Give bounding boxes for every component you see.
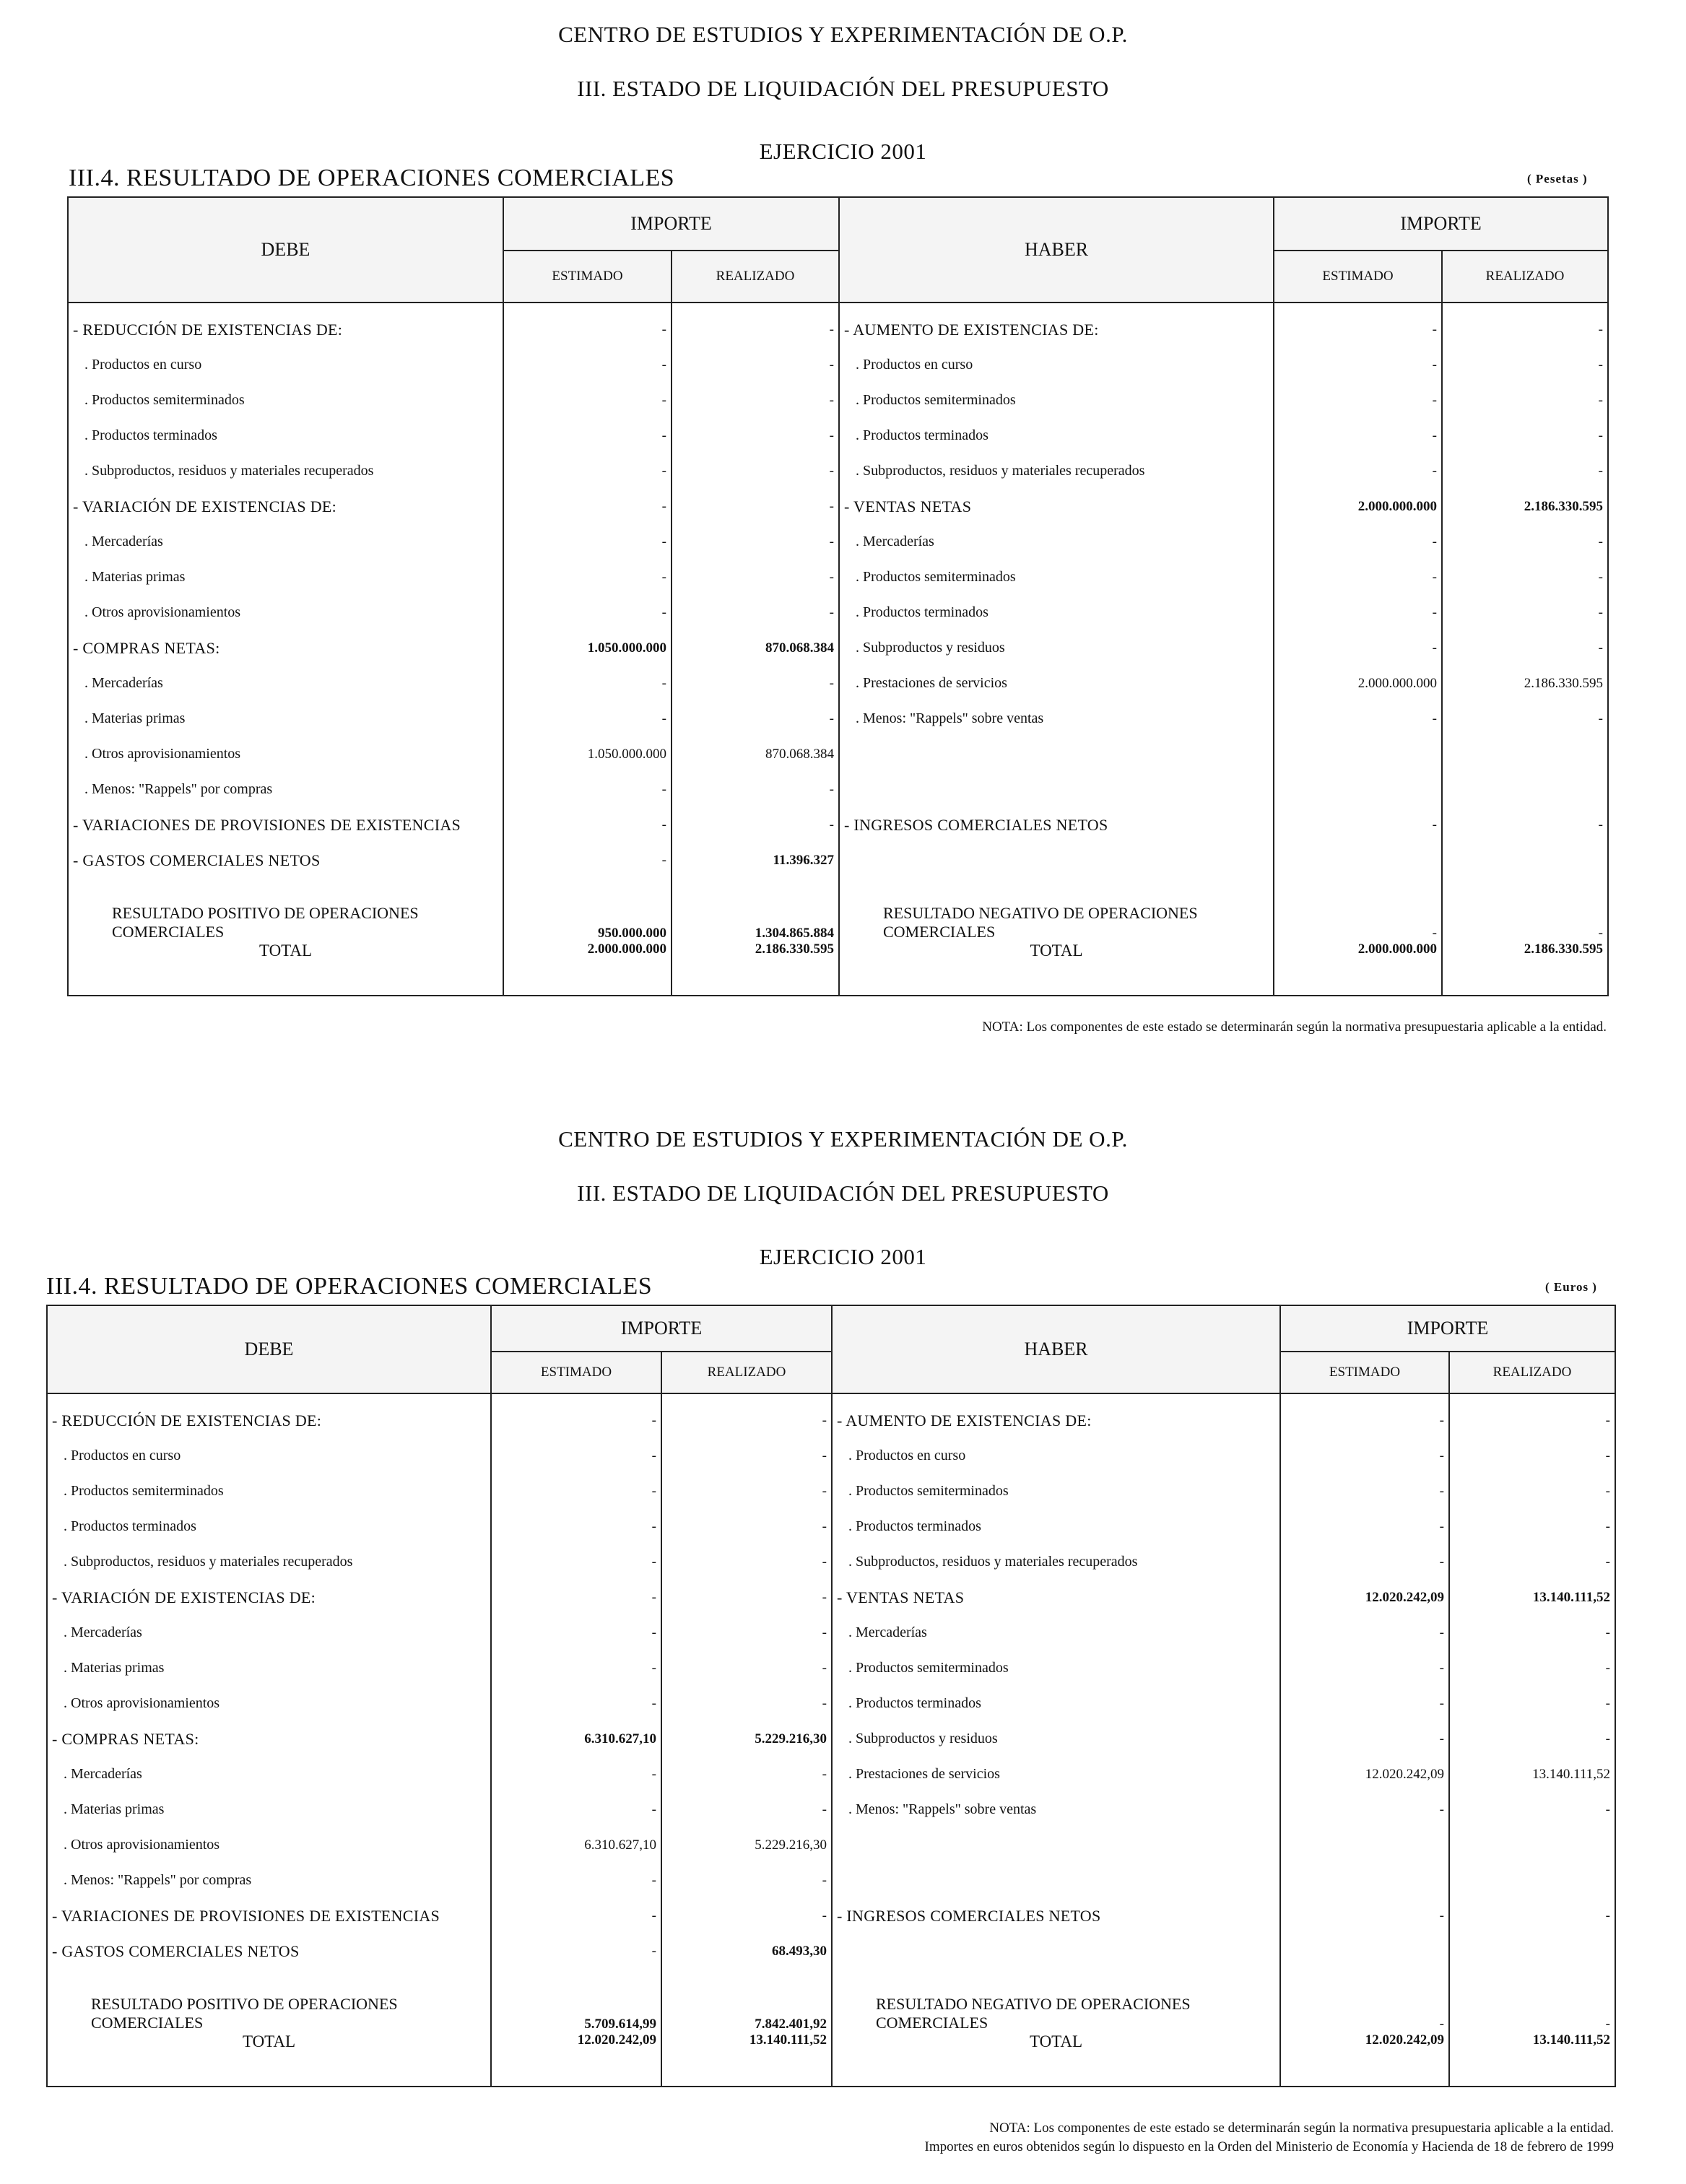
currency-unit: ( Pesetas ) xyxy=(1527,172,1588,186)
table-row: . Mercaderías - - . Mercaderías - - xyxy=(68,524,1608,560)
table-row: . Productos terminados - - . Productos terminados - - xyxy=(47,1509,1615,1544)
footnote-line: NOTA: Los componentes de este estado se determinarán según la normativa presupuestaria aplicable a la entidad. xyxy=(989,2120,1614,2136)
footnote xyxy=(982,1018,1607,1037)
results-table xyxy=(67,196,1609,996)
table-row: - REDUCCIÓN DE EXISTENCIAS DE: - - - AUMENTO DE EXISTENCIAS DE: - - xyxy=(47,1393,1615,1438)
total-row: TOTAL 12.020.242,09 13.140.111,52 TOTAL 12.020.242,09 13.140.111,52 xyxy=(47,2032,1615,2061)
table-row: . Mercaderías - - . Prestaciones de servicios 2.000.000.000 2.186.330.595 xyxy=(68,666,1608,701)
table-row: . Materias primas - - . Menos: "Rappels" sobre ventas - - xyxy=(47,1792,1615,1827)
table-row: . Productos en curso - - . Productos en curso - - xyxy=(47,1438,1615,1474)
importe-header: IMPORTE xyxy=(503,197,839,251)
table-row: - VARIACIÓN DE EXISTENCIAS DE: - - - VENTAS NETAS 2.000.000.000 2.186.330.595 xyxy=(68,489,1608,524)
realizado-header: REALIZADO xyxy=(672,251,839,303)
result-row: RESULTADO POSITIVO DE OPERACIONES COMERCIALES 950.000.000 1.304.865.884 RESULTADO NEGATIVO DE OPERACIONES COMERCIALES - - xyxy=(68,904,1608,941)
table-row: . Materias primas - - . Menos: "Rappels" sobre ventas - - xyxy=(68,701,1608,736)
table-row: . Menos: "Rappels" por compras - - xyxy=(68,772,1608,807)
realizado-header: REALIZADO xyxy=(1449,1352,1615,1393)
table-row: . Mercaderías - - . Mercaderías - - xyxy=(47,1615,1615,1650)
state-title: III. ESTADO DE LIQUIDACIÓN DEL PRESUPUESTO xyxy=(577,76,1109,101)
table-row: . Mercaderías - - . Prestaciones de servicios 12.020.242,09 13.140.111,52 xyxy=(47,1757,1615,1792)
importe-header: IMPORTE xyxy=(1280,1305,1615,1352)
section-title: III.4. RESULTADO DE OPERACIONES COMERCIALES xyxy=(69,165,675,191)
table-row: - VARIACIONES DE PROVISIONES DE EXISTENCIAS - - - INGRESOS COMERCIALES NETOS - - xyxy=(68,807,1608,843)
table-row: . Otros aprovisionamientos 6.310.627,10 5.229.216,30 xyxy=(47,1827,1615,1863)
currency-unit: ( Euros ) xyxy=(1545,1280,1597,1294)
haber-header: HABER xyxy=(832,1305,1280,1393)
footnote-line: Importes en euros obtenidos según lo dispuesto en la Orden del Ministerio de Economía y Hacienda de 18 de febrero de 1999 xyxy=(924,2139,1614,2154)
total-row: TOTAL 2.000.000.000 2.186.330.595 TOTAL 2.000.000.000 2.186.330.595 xyxy=(68,941,1608,970)
table-row: . Productos terminados - - . Productos terminados - - xyxy=(68,418,1608,453)
table-row: . Otros aprovisionamientos - - . Productos terminados - - xyxy=(68,595,1608,630)
estimado-header: ESTIMADO xyxy=(1274,251,1442,303)
org-title: CENTRO DE ESTUDIOS Y EXPERIMENTACIÓN DE O.P. xyxy=(558,1126,1128,1152)
table-row: - VARIACIÓN DE EXISTENCIAS DE: - - - VENTAS NETAS 12.020.242,09 13.140.111,52 xyxy=(47,1580,1615,1615)
table-row: . Materias primas - - . Productos semiterminados - - xyxy=(68,560,1608,595)
importe-header: IMPORTE xyxy=(1274,197,1608,251)
table-row: - VARIACIONES DE PROVISIONES DE EXISTENCIAS - - - INGRESOS COMERCIALES NETOS - - xyxy=(47,1898,1615,1933)
debe-header: DEBE xyxy=(68,197,503,303)
table-row: . Menos: "Rappels" por compras - - xyxy=(47,1863,1615,1898)
state-title: III. ESTADO DE LIQUIDACIÓN DEL PRESUPUESTO xyxy=(577,1180,1109,1206)
debe-header: DEBE xyxy=(47,1305,491,1393)
table-row: . Materias primas - - . Productos semiterminados - - xyxy=(47,1650,1615,1686)
table-row: . Productos en curso - - . Productos en curso - - xyxy=(68,347,1608,383)
org-title: CENTRO DE ESTUDIOS Y EXPERIMENTACIÓN DE O.P. xyxy=(558,22,1128,47)
table-row: - COMPRAS NETAS: 6.310.627,10 5.229.216,30 . Subproductos y residuos - - xyxy=(47,1721,1615,1757)
year-title: EJERCICIO 2001 xyxy=(759,1244,927,1269)
footnote xyxy=(925,2119,1615,2157)
estimado-header: ESTIMADO xyxy=(1280,1352,1449,1393)
table-row: - REDUCCIÓN DE EXISTENCIAS DE: - - - AUMENTO DE EXISTENCIAS DE: - - xyxy=(68,303,1608,347)
year-title: EJERCICIO 2001 xyxy=(759,139,927,164)
estimado-header: ESTIMADO xyxy=(491,1352,661,1393)
table-row: - GASTOS COMERCIALES NETOS - 68.493,30 xyxy=(47,1933,1615,1969)
estimado-header: ESTIMADO xyxy=(503,251,672,303)
result-row: RESULTADO POSITIVO DE OPERACIONES COMERCIALES 5.709.614,99 7.842.401,92 RESULTADO NEGATIVO DE OPERACIONES COMERCIALES - - xyxy=(47,1995,1615,2032)
realizado-header: REALIZADO xyxy=(661,1352,832,1393)
results-table xyxy=(46,1305,1616,2087)
table-row: . Otros aprovisionamientos 1.050.000.000 870.068.384 xyxy=(68,736,1608,772)
haber-header: HABER xyxy=(839,197,1274,303)
realizado-header: REALIZADO xyxy=(1442,251,1608,303)
importe-header: IMPORTE xyxy=(491,1305,832,1352)
table-row: . Productos semiterminados - - . Productos semiterminados - - xyxy=(47,1474,1615,1509)
section-title: III.4. RESULTADO DE OPERACIONES COMERCIALES xyxy=(46,1273,653,1300)
table-row: . Subproductos, residuos y materiales recuperados - - . Subproductos, residuos y materiales recuperados - - xyxy=(68,453,1608,489)
table-row: . Productos semiterminados - - . Productos semiterminados - - xyxy=(68,383,1608,418)
table-row: - GASTOS COMERCIALES NETOS - 11.396.327 xyxy=(68,843,1608,878)
table-row: . Subproductos, residuos y materiales recuperados - - . Subproductos, residuos y materiales recuperados - - xyxy=(47,1544,1615,1580)
footnote-line: NOTA: Los componentes de este estado se determinarán según la normativa presupuestaria aplicable a la entidad. xyxy=(982,1019,1607,1035)
table-row: . Otros aprovisionamientos - - . Productos terminados - - xyxy=(47,1686,1615,1721)
table-row: - COMPRAS NETAS: 1.050.000.000 870.068.384 . Subproductos y residuos - - xyxy=(68,630,1608,666)
